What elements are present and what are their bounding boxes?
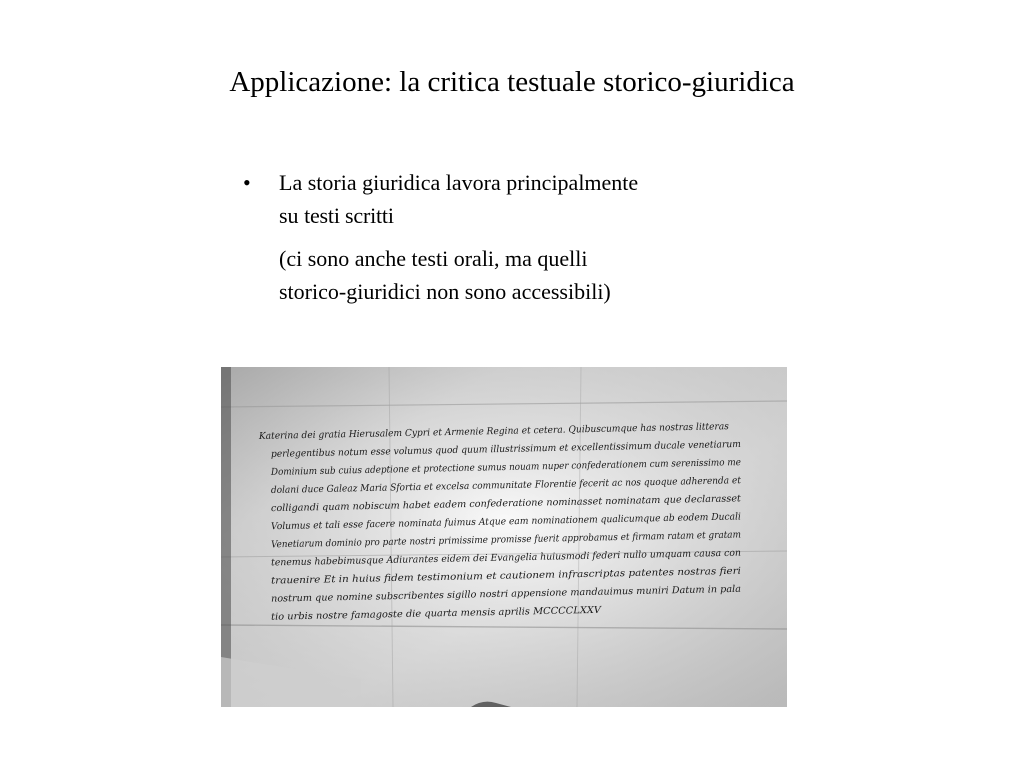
manuscript-line: perlegentibus notum esse volumus quod quum illustrissimum et excellentissimum ducale venetiarum: [270, 438, 760, 460]
bullet-text: [279, 166, 759, 308]
emphasis-testi-scritti: testi scritti: [304, 203, 394, 228]
manuscript-line: Venetiarum dominio pro parte nostri primissime promisse fuerit approbamus et firmam ratam et gratam: [270, 528, 776, 551]
manuscript-line: nostrum que nomine subscribentes sigillo nostri appensione mandauimus muniri Datum in pala: [270, 583, 733, 605]
manuscript-line: trauenire Et in huius fidem testimonium et cautionem infrascriptas patentes nostras fieri: [270, 566, 701, 587]
bullet-line-1: La storia giuridica lavora principalmente: [279, 170, 639, 195]
slide-title: Applicazione: la critica testuale storico-giuridica: [229, 66, 795, 98]
aside-note-line-1: (ci sono anche testi orali, ma quelli: [279, 246, 588, 271]
manuscript-line: Volumus et tali esse facere nominata fuimus Atque eam nominationem qualicumque ab eodem Ducali: [270, 511, 760, 533]
manuscript-svg: [221, 367, 787, 707]
manuscript-line: tio urbis nostre famagoste die quarta mensis aprilis MCCCCLXXV: [270, 605, 590, 623]
handwritten-text: [258, 420, 779, 623]
manuscript-line: Dominium sub cuius adeptione et protectione sumus nouam nuper confederationem cum serenissimo me: [270, 456, 779, 478]
manuscript-letter-image: [221, 367, 787, 707]
aside-note-line-2: storico-giuridici non sono accessibili): [279, 279, 611, 304]
manuscript-line: colligandi quam nobiscum habet eadem confederatione nominasset nominatam que declarasset: [270, 493, 733, 515]
bullet-line-2-prefix: su: [279, 203, 305, 228]
manuscript-line: Katerina dei gratia Hierusalem Cypri et Armenie Regina et cetera. Quibuscumque has nostras litteras: [258, 420, 752, 442]
manuscript-line: dolani duce Galeaz Maria Sfortia et excelsa communitate Florentie fecerit ac nos quoque adherenda et: [270, 474, 769, 497]
bullet-line-2: [279, 199, 759, 232]
bullet-marker: •: [243, 170, 251, 195]
manuscript-line: tenemus habebimusque Adiurantes eidem dei Evangelia huiusmodi federi nullo umquam causa con: [270, 547, 750, 569]
paper-edge-shadow: [221, 367, 231, 707]
